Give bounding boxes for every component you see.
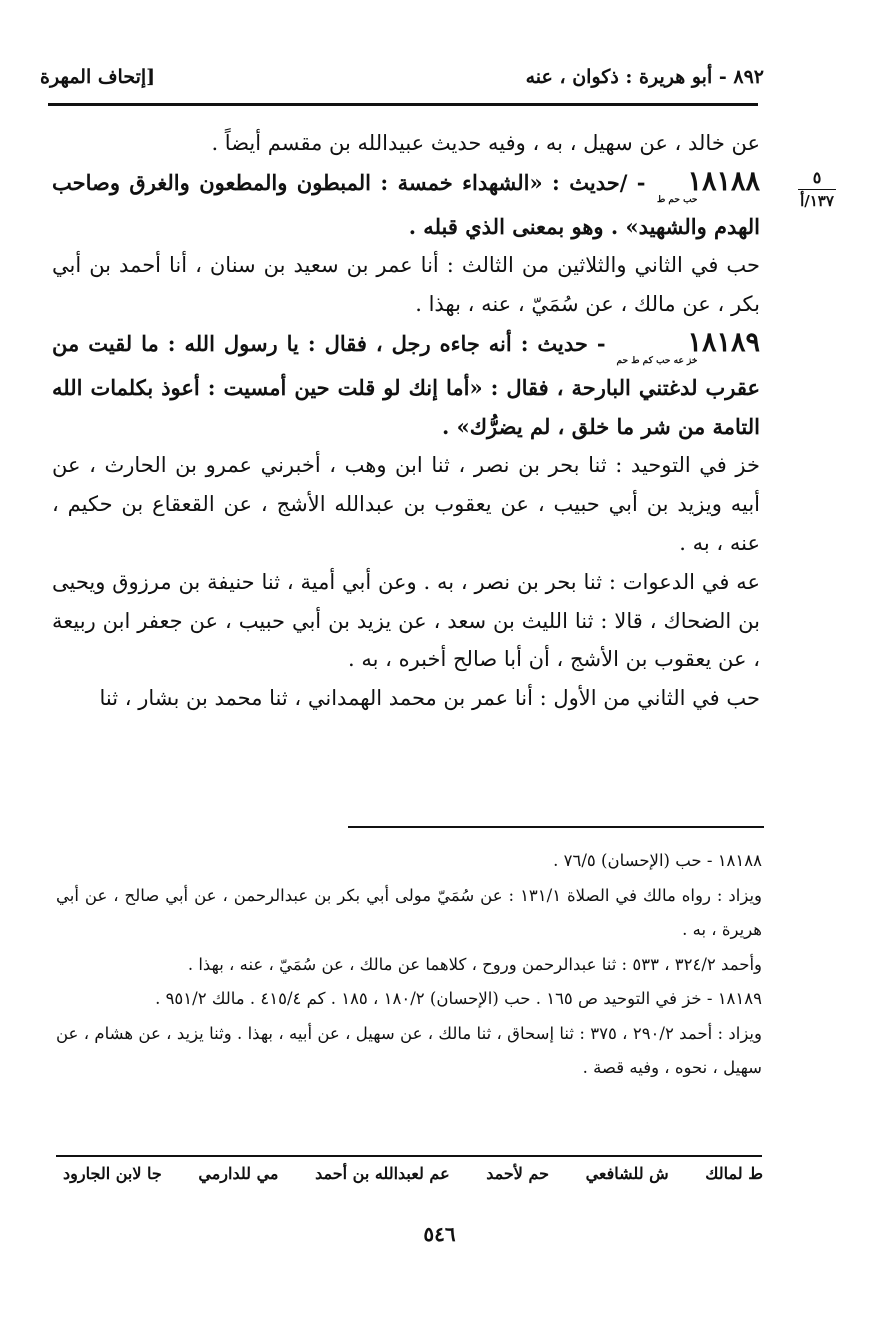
running-header-book-title: [إتحاف المهرة: [40, 66, 156, 88]
legend-item: ط لمالك: [705, 1164, 763, 1183]
footnote: ١٨١٨٨ - حب (الإحسان) ٧٦/٥ .: [553, 851, 762, 870]
legend-item: مي للدارمي: [198, 1164, 279, 1183]
hadith-text: - حديث : أنه جاءه رجل ، فقال : يا رسول الله : ما لقيت من عقرب لدغتني البارحة ، فقال : «أما إنك لو قلت حين أمسيت : أعوذ بكلمات الله التامة من شر ما خلق ، لم يضرُّك» .: [52, 330, 760, 439]
margin-folio: ١٣٧/أ: [800, 192, 834, 210]
footnotes: [56, 844, 762, 1086]
main-text: [52, 124, 760, 718]
margin-manuscript-reference: [792, 168, 842, 210]
legend-item: ش للشافعي: [585, 1164, 669, 1183]
hadith-entry: [52, 324, 760, 446]
paragraph: خز في التوحيد : ثنا بحر بن نصر ، ثنا ابن وهب ، أخبرني عمرو بن الحارث ، عن أبيه ويزيد بن أبي حبيب ، عن يعقوب بن عبدالله الأشج ، عن القعقاع بن حكيم ، عنه ، به .: [52, 453, 760, 555]
running-header-chapter: ٨٩٢ - أبو هريرة : ذكوان ، عنه: [525, 66, 764, 88]
page-number: ٥٤٦: [423, 1222, 456, 1246]
header-rule: [48, 103, 758, 106]
paragraph: حب في الثاني من الأول : أنا عمر بن محمد الهمداني ، ثنا محمد بن بشار ، ثنا: [99, 686, 760, 711]
legend-item: جا لابن الجارود: [63, 1164, 162, 1183]
legend-rule: [56, 1155, 762, 1157]
hadith-sigla: خز عه حب كم ط حم: [616, 355, 698, 366]
footnote: ويزاد : رواه مالك في الصلاة ١٣١/١ : عن سُمَيّ مولى أبي بكر بن عبدالرحمن ، عن أبي صالح ، عن أبي هريرة ، به .: [56, 885, 763, 939]
hadith-number: ١٨١٨٩: [687, 326, 760, 358]
footnote: ويزاد : أحمد ٢٩٠/٢ ، ٣٧٥ : ثنا إسحاق ، ثنا مالك ، عن سهيل ، عن أبيه ، بهذا . وثنا يزيد ، عن هشام ، عن سهيل ، نحوه ، وفيه قصة .: [56, 1023, 762, 1077]
hadith-number: ١٨١٨٨: [687, 165, 760, 197]
paragraph: حب في الثاني والثلاثين من الثالث : أنا عمر بن سعيد بن سنان ، أنا أحمد بن أبي بكر ، عن مالك ، عن سُمَيّ ، عنه ، بهذا .: [52, 253, 760, 317]
abbreviation-legend: [63, 1164, 763, 1183]
hadith-sigla: حب حم ط: [656, 194, 698, 205]
hadith-text: - /حديث : «الشهداء خمسة : المبطون والمطعون والغرق وصاحب الهدم والشهيد» . وهو بمعنى الذي قبله .: [52, 169, 760, 239]
footnote-rule: [348, 826, 764, 828]
margin-number: ٥: [798, 168, 836, 190]
footnote: ١٨١٨٩ - خز في التوحيد ص ١٦٥ . حب (الإحسان) ١٨٠/٢ ، ١٨٥ . كم ٤١٥/٤ . مالك ٩٥١/٢ .: [155, 989, 762, 1008]
legend-item: حم لأحمد: [486, 1164, 549, 1183]
footnote: وأحمد ٣٢٤/٢ ، ٥٣٣ : ثنا عبدالرحمن وروح ، كلاهما عن مالك ، عن سُمَيّ ، عنه ، بهذا .: [187, 954, 762, 974]
paragraph: عن خالد ، عن سهيل ، به ، وفيه حديث عبيدالله بن مقسم أيضاً .: [211, 131, 760, 155]
paragraph: عه في الدعوات : ثنا بحر بن نصر ، به . وعن أبي أمية ، ثنا حنيفة بن مرزوق ويحيى بن الضحاك ، قالا : ثنا الليث بن سعد ، عن يزيد بن أبي حبيب ، عن جعفر ابن ربيعة ، عن يعقوب بن الأشج ، أن أبا صالح أخبره ، به .: [52, 569, 760, 672]
hadith-entry: [52, 163, 760, 247]
legend-item: عم لعبدالله بن أحمد: [315, 1164, 450, 1183]
